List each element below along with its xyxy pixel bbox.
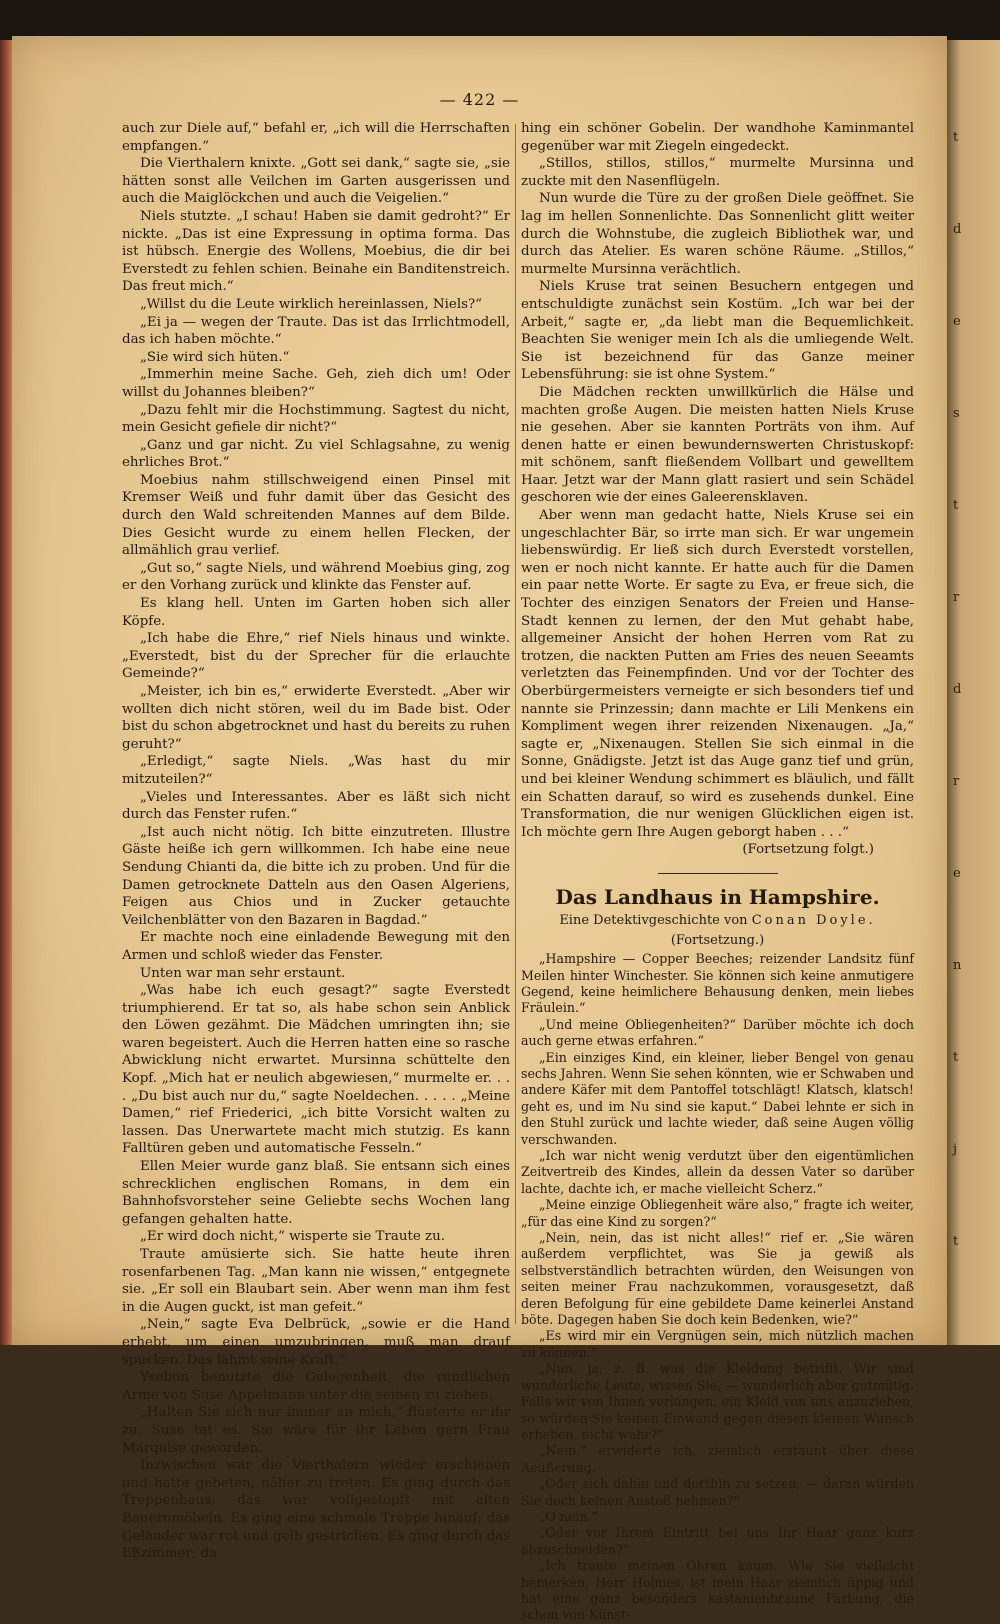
margin-fragment: e xyxy=(953,314,962,329)
margin-fragment: t xyxy=(953,1050,960,1065)
margin-fragment: n xyxy=(953,958,963,973)
paragraph: auch zur Diele auf,“ befahl er, „ich will die Herrschaften empfangen.“ xyxy=(122,121,510,154)
story-paragraph: „Meine einzige Obliegenheit wäre also,“ fragte ich weiter, „für das eine Kind zu sorgen?“ xyxy=(521,1197,914,1229)
story-paragraph: „Oder vor Ihrem Eintritt bei uns Ihr Haar ganz kurz abzuschneiden?“ xyxy=(521,1525,914,1557)
paragraph: Die Vierthalern knixte. „Gott sei dank,“ sagte sie, „sie hätten sonst alle Veilchen im Garten ausgerissen und auch die Maiglöckchen und auch die Veigelien.“ xyxy=(122,156,510,207)
newspaper-page xyxy=(12,36,947,1623)
paragraph: „Ei ja — wegen der Traute. Das ist das Irrlichtmodell, das ich haben möchte.“ xyxy=(122,314,510,348)
paragraph: Traute amüsierte sich. Sie hatte heute ihren rosenfarbenen Tag. „Man kann nie wissen,“ entgegnete sie. „Er soll ein Blaubart sein. Aber wenn man ihm fest in die Augen guckt, ist man gefeit.“ xyxy=(122,1247,510,1315)
paragraph: „Ganz und gar nicht. Zu viel Schlagsahne, zu wenig ehrliches Brot.“ xyxy=(122,437,510,471)
paragraph: „Immerhin meine Sache. Geh, zieh dich um! Oder willst du Johannes bleiben?“ xyxy=(122,367,510,400)
margin-fragment: t xyxy=(953,498,960,513)
paragraph: „Meister, ich bin es,“ erwiderte Everstedt. „Aber wir wollten dich nicht stören, weil du im Bade bist. Oder bist du schon abgetrocknet und hast du bereits zu ruhen geruht?“ xyxy=(122,684,510,752)
story-paragraph: „Ein einziges Kind, ein kleiner, lieber Bengel von genau sechs Jahren. Wenn Sie sehen könnten, wie er Schwaben und andere Käfer mit dem Pantoffel totschlägt! Klatsch, klatsch! geht es, und im Nu sind sie kaput.“ Dabei lehnte er sich in den Stuhl zurück und lachte wieder, daß seine Augen völlig verschwanden. xyxy=(521,1049,914,1147)
story-paragraph: „Ich war nicht wenig verdutzt über den eigentümlichen Zeitvertreib des Kindes, allein da dessen Vater so darüber lachte, dachte ich, er mache vielleicht Scherz.“ xyxy=(521,1148,914,1196)
paragraph: „Gut so,“ sagte Niels, und während Moebius ging, zog er den Vorhang zurück und klinkte das Fenster auf. xyxy=(122,560,510,594)
right-column xyxy=(521,120,914,1624)
paragraph: Niels stutzte. „I schau! Haben sie damit gedroht?“ Er nickte. „Das ist eine Expressung in optima forma. Das ist hübsch. Energie des Wollens, Moebius, die dir bei Everstedt zu fehlen schien. Beinahe ein Banditenstreich. Das freut mich.“ xyxy=(122,208,510,295)
scan-top-band xyxy=(0,0,1000,40)
story-paragraph: „Nun, ja, z. B. was die Kleidung betrifft. Wir sind wunderliche Leute, wissen Sie, — wunderlich aber gutmütig. Falls wir von Ihnen verlangen, ein Kleid von uns anzuziehen, so würden Sie keinen Einwand gegen diesen kleinen Wunsch erheben, nicht wahr?“ xyxy=(521,1361,914,1442)
story-paragraph: „Hampshire — Copper Beeches; reizender Landsitz fünf Meilen hinter Winchester. Sie können sich keine anmutigere Gegend, keine heimlichere Behausung denken, mein liebes Fräulein.“ xyxy=(521,951,914,1016)
story-paragraph: „Es wird mir ein Vergnügen sein, mich nützlich machen zu können.“ xyxy=(521,1328,914,1360)
paragraph: „Nein,“ sagte Eva Delbrück, „sowie er die Hand erhebt, um einen umzubringen, muß man drauf spucken. Das lähmt seine Kraft.“ xyxy=(122,1317,510,1368)
adjacent-page-edge xyxy=(947,40,1000,1345)
paragraph: Inzwischen war die Vierthalern wieder erschienen und hatte gebeten, näher zu treten. Es ging durch das Treppenhaus; das war vollgestopft mit alten Bauernmöbeln. Es ging eine schmale Treppe hinauf; das Geländer war rot und gelb gestrichen. Es ging durch das Eßzimmer; da xyxy=(122,1458,510,1562)
paragraph: „Er wird doch nicht,“ wisperte sie Traute zu. xyxy=(140,1229,445,1245)
story-continuation-label: (Fortsetzung.) xyxy=(670,932,765,948)
margin-fragment: s xyxy=(953,406,961,421)
paragraph: Ysebon benutzte die Gelegenheit, die rundlichen Arme von Suse Appelmann unter die seinen zu ziehen. xyxy=(122,1370,510,1403)
continued-note: (Fortsetzung folgt.) xyxy=(742,842,874,858)
story-paragraph: „Ich traute meinen Ohren kaum. Wie Sie vielleicht bemerken, Herr Holmes, ist mein Haar ziemlich üppig und hat eine ganz besonders kastanienbraune Färbung, die schon von Künst- xyxy=(521,1558,914,1623)
story-body xyxy=(521,951,914,1624)
paragraph: Die Mädchen reckten unwillkürlich die Hälse und machten große Augen. Die meisten hatten Niels Kruse nie gesehen. Aber sie kannten Porträts von ihm. Auf denen hatte er einen bewundernswerten Christuskopf: mit schönem, sanft fließendem Vollbart und gewelltem Haar. Jetzt war der Mann glatt rasiert und sein Schädel geschoren wie der eines Galeerensklaven. xyxy=(521,384,914,506)
story-paragraph: „Und meine Obliegenheiten?“ Darüber möchte ich doch auch gerne etwas erfahren.“ xyxy=(521,1016,914,1049)
story-byline xyxy=(521,912,914,930)
margin-fragment: t xyxy=(953,1234,960,1249)
story-title: Das Landhaus in Hampshire. xyxy=(555,884,880,909)
story-paragraph: „Nein,“ erwiderte ich, ziemlich erstaunt über diese Aeußerung. xyxy=(521,1443,914,1475)
paragraph: Moebius nahm stillschweigend einen Pinsel mit Kremser Weiß und fuhr damit über das Gesicht des durch den Wald schreitenden Mannes auf dem Bilde. Dies Gesicht wurde zu einem hellen Flecken, der allmählich grau verlief. xyxy=(122,472,510,559)
margin-fragment: r xyxy=(953,774,961,789)
margin-fragment: j xyxy=(953,1142,959,1157)
paragraph: Er machte noch eine einladende Bewegung mit den Armen und schloß wieder das Fenster. xyxy=(122,930,510,963)
paragraph: „Vieles und Interessantes. Aber es läßt sich nicht durch das Fenster rufen.“ xyxy=(122,789,510,823)
byline-prefix: Eine Detektivgeschichte von xyxy=(559,912,748,928)
story-divider xyxy=(658,873,778,874)
paragraph: Aber wenn man gedacht hatte, Niels Kruse sei ein ungeschlachter Bär, so irrte man sich. Er war ungemein liebenswürdig. Er ließ sich durch Everstedt vorstellen, wen er noch nicht kannte. Er hatte auch für die Damen ein paar nette Worte. Er sagte zu Eva, er freue sich, die Tochter des einzigen Senators der Freien und Hanse-Stadt kennen zu lernen, der den Mut gehabt habe, allgemeiner Ansicht der hohen Herren vom Rat zu trotzen, die nackten Putten am Fries des neuen Seeamts verletzten das Feinempfinden. Und vor der Tochter des Oberbürgermeisters verneigte er sich besonders tief und nannte sie Prinzessin; dann machte er Lili Menkens ein Kompliment wegen ihrer reizenden Nixenaugen. „Ja,“ sagte er, „Nixenaugen. Stellen Sie sich einmal in die Sonne, Gnädigste. Jetzt ist das Auge ganz tief und grün, und bei kleiner Wendung schimmert es bläulich, und fällt ein Schatten darauf, so wird es zusehends dunkel. Eine Transformation, die nur wenigen Glücklichen eigen ist. Ich möchte gern Ihre Augen geborgt haben . . .“ xyxy=(521,508,914,840)
paragraph: „Sie wird sich hüten.“ xyxy=(140,349,290,365)
margin-fragment: e xyxy=(953,866,962,881)
story-author: Conan Doyle. xyxy=(751,912,876,928)
paragraph: Ellen Meier wurde ganz blaß. Sie entsann sich eines schrecklichen englischen Romans, in dem ein Bahnhofsvorsteher seine Geliebte sechs Wochen lang gefangen gehalten hatte. xyxy=(122,1159,510,1227)
paragraph: „Ist auch nicht nötig. Ich bitte einzutreten. Illustre Gäste heiße ich gern willkommen. Ich habe eine neue Sendung Chianti da, die bitte ich zu proben. Und für die Damen getrocknete Datteln aus den Oasen Algeriens, Feigen aus Chios und in Zucker getauchte Veilchenblätter von den Bazaren in Bagdad.“ xyxy=(122,824,510,928)
left-column xyxy=(122,120,510,1563)
paragraph: Es klang hell. Unten im Garten hoben sich aller Köpfe. xyxy=(122,596,510,629)
paragraph: „Halten Sie sich nur immer an mich,“ flüsterte er ihr zu. Suse tat es. Sie wäre für ihr Leben gern Frau Marquise geworden. xyxy=(122,1405,510,1456)
paragraph: Niels Kruse trat seinen Besuchern entgegen und entschuldigte zunächst sein Kostüm. „Ich war bei der Arbeit,“ sagte er, „da liebt man die Bequemlichkeit. Beachten Sie weniger mein Ich als die umliegende Welt. Sie ist bezeichnend für das Ganze meiner Lebensführung: sie ist ohne System.“ xyxy=(521,279,914,383)
story-paragraph: „Nein, nein, das ist nicht alles!“ rief er. „Sie wären außerdem verpflichtet, was Sie ja gewiß als selbstverständlich betrachten würden, den Weisungen von seiten meiner Frau nachzukommen, vorausgesetzt, daß deren Befolgung für eine gebildete Dame keinerlei Anstand böte. Dagegen haben Sie doch kein Bedenken, wie?“ xyxy=(521,1230,914,1328)
column-divider xyxy=(515,124,516,1324)
paragraph: „Erledigt,“ sagte Niels. „Was hast du mir mitzuteilen?“ xyxy=(122,754,510,787)
paragraph: „Stillos, stillos, stillos,“ murmelte Mursinna und zuckte mit den Nasenflügeln. xyxy=(521,156,914,189)
story-paragraph: „O nein.“ xyxy=(539,1508,598,1524)
paragraph: „Ich habe die Ehre,“ rief Niels hinaus und winkte. „Everstedt, bist du der Sprecher für die erlauchte Gemeinde?“ xyxy=(122,631,510,682)
page-number: — 422 — xyxy=(439,90,520,109)
paragraph: „Dazu fehlt mir die Hochstimmung. Sagtest du nicht, mein Gesicht gefiele dir nicht?“ xyxy=(122,402,510,436)
story-paragraph: „Oder sich dahin und dorthin zu setzen, — daran würden Sie doch keinen Anstoß nehmen?“ xyxy=(521,1476,914,1508)
paragraph: Unten war man sehr erstaunt. xyxy=(140,965,346,981)
paragraph: „Willst du die Leute wirklich hereinlassen, Niels?“ xyxy=(140,296,482,312)
paragraph: hing ein schöner Gobelin. Der wandhohe Kaminmantel gegenüber war mit Ziegeln eingedeckt. xyxy=(521,121,914,154)
margin-fragment: d xyxy=(953,222,963,237)
paragraph: „Was habe ich euch gesagt?“ sagte Everstedt triumphierend. Er tat so, als habe schon sein Anblick den Löwen gezähmt. Die Mädchen umringten ihn; sie waren begeistert. Auch die Herren hatten eine so rasche Abwicklung nicht erwartet. Mursinna schüttelte den Kopf. „Mich hat er neulich abgewiesen,“ murmelte er. . . . „Du bist auch nur du,“ sagte Noeldechen. . . . . „Meine Damen,“ rief Friederici, „ich bitte Vorsicht walten zu lassen. Das Unerwartete macht mich stutzig. Es kann Falltüren geben und automatische Fesseln.“ xyxy=(122,983,510,1157)
margin-fragment: t xyxy=(953,130,960,145)
serial-continuation xyxy=(521,120,914,841)
margin-fragment: r xyxy=(953,590,961,605)
margin-fragment: d xyxy=(953,682,963,697)
paragraph: Nun wurde die Türe zu der großen Diele geöffnet. Sie lag im hellen Sonnenlichte. Das Sonnenlicht glitt weiter durch die Wohnstube, die zugleich Bibliothek war, und durch das Atelier. Es waren schöne Räume. „Stillos,“ murmelte Mursinna verächtlich. xyxy=(521,191,914,277)
